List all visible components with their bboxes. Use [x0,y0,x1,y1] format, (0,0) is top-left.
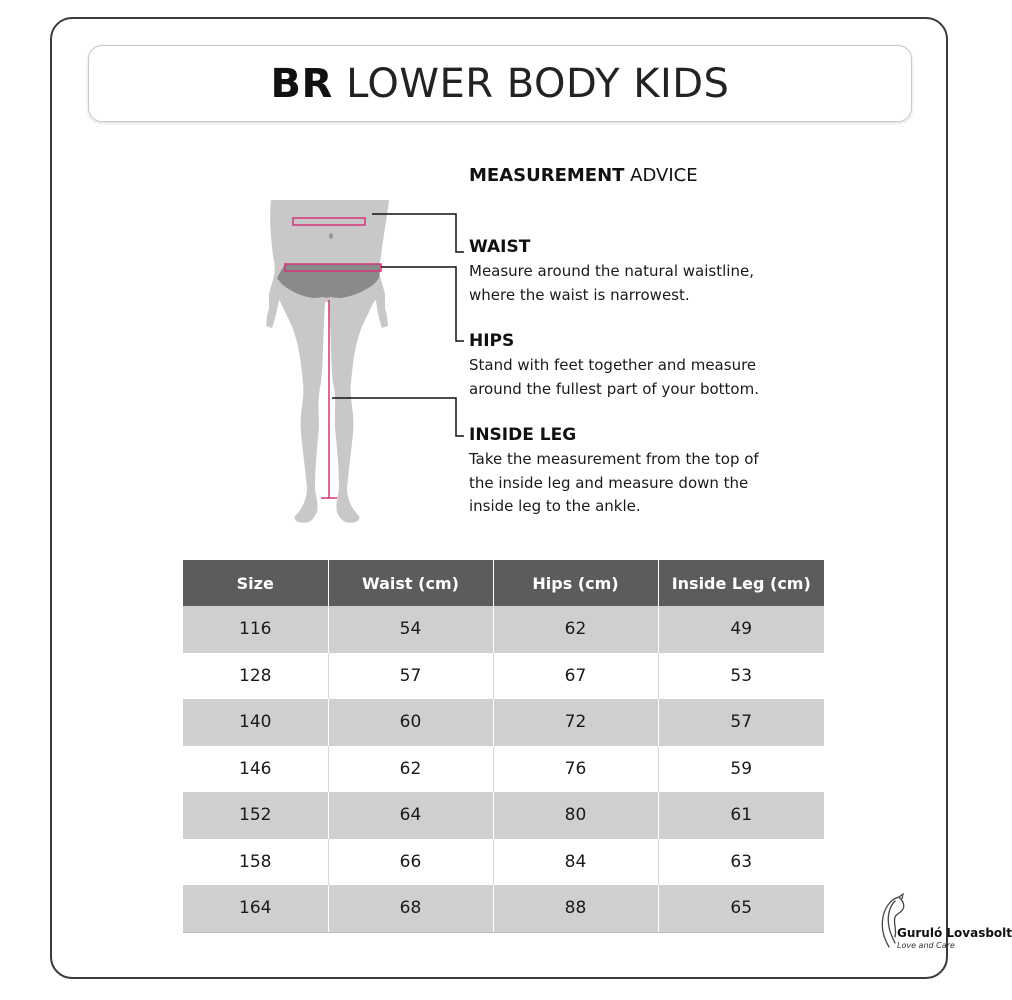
inside-leg-line-1: Take the measurement from the top of [469,450,759,468]
waist-description [469,260,809,307]
cell-hips: 84 [493,839,658,886]
page-title [271,61,730,107]
column-header-size: Size [183,560,328,606]
cell-inside-leg: 61 [658,792,824,839]
column-header-hips: Hips (cm) [493,560,658,606]
title-banner [88,45,912,122]
cell-waist: 64 [328,792,493,839]
cell-size: 164 [183,885,328,932]
cell-waist: 54 [328,606,493,653]
table-row [183,653,824,700]
brand-tagline: Love and Care [897,941,955,950]
body-figure-illustration [255,198,400,530]
table-row [183,606,824,653]
table-row [183,885,824,932]
cell-waist: 57 [328,653,493,700]
cell-size: 152 [183,792,328,839]
hips-line-2: around the fullest part of your bottom. [469,379,759,398]
hips-title: HIPS [469,331,515,351]
cell-size: 116 [183,606,328,653]
waist-line-1: Measure around the natural waistline, [469,262,754,280]
hips-advice [469,330,809,401]
inside-leg-line-3: inside leg to the ankle. [469,497,641,515]
cell-hips: 88 [493,885,658,932]
cell-inside-leg: 53 [658,653,824,700]
cell-size: 158 [183,839,328,886]
table-row [183,699,824,746]
cell-hips: 72 [493,699,658,746]
cell-inside-leg: 59 [658,746,824,793]
cell-hips: 80 [493,792,658,839]
title-rest: LOWER BODY KIDS [346,60,730,107]
waist-title: WAIST [469,237,531,257]
cell-hips: 62 [493,606,658,653]
table-row [183,839,824,886]
brand-logo [873,893,1012,955]
cell-inside-leg: 49 [658,606,824,653]
cell-waist: 60 [328,699,493,746]
column-header-inside-leg: Inside Leg (cm) [658,560,824,606]
cell-hips: 67 [493,653,658,700]
inside-leg-advice [469,424,809,519]
hips-line-1: Stand with feet together and measure [469,356,757,374]
brand-name: Guruló Lovasbolt [897,926,1012,940]
body-silhouette [266,200,389,523]
cell-waist: 68 [328,885,493,932]
column-header-waist: Waist (cm) [328,560,493,606]
cell-size: 140 [183,699,328,746]
advice-heading-bold: MEASUREMENT [469,165,625,186]
cell-waist: 66 [328,839,493,886]
cell-inside-leg: 57 [658,699,824,746]
inside-leg-line-2: the inside leg and measure down the [469,473,749,492]
cell-inside-leg: 65 [658,885,824,932]
hips-description [469,354,809,401]
belly-button [329,233,333,239]
advice-heading-rest: ADVICE [630,165,698,186]
waist-line-2: where the waist is narrowest. [469,285,690,304]
size-chart-table [183,560,824,933]
cell-size: 146 [183,746,328,793]
waist-advice [469,236,809,307]
cell-inside-leg: 63 [658,839,824,886]
measurement-advice-heading [469,165,698,186]
cell-waist: 62 [328,746,493,793]
cell-size: 128 [183,653,328,700]
table-row [183,746,824,793]
title-bold: BR [270,60,333,107]
cell-hips: 76 [493,746,658,793]
inside-leg-description [469,448,809,519]
inside-leg-title: INSIDE LEG [469,425,577,445]
table-row [183,792,824,839]
table-header-row [183,560,824,606]
